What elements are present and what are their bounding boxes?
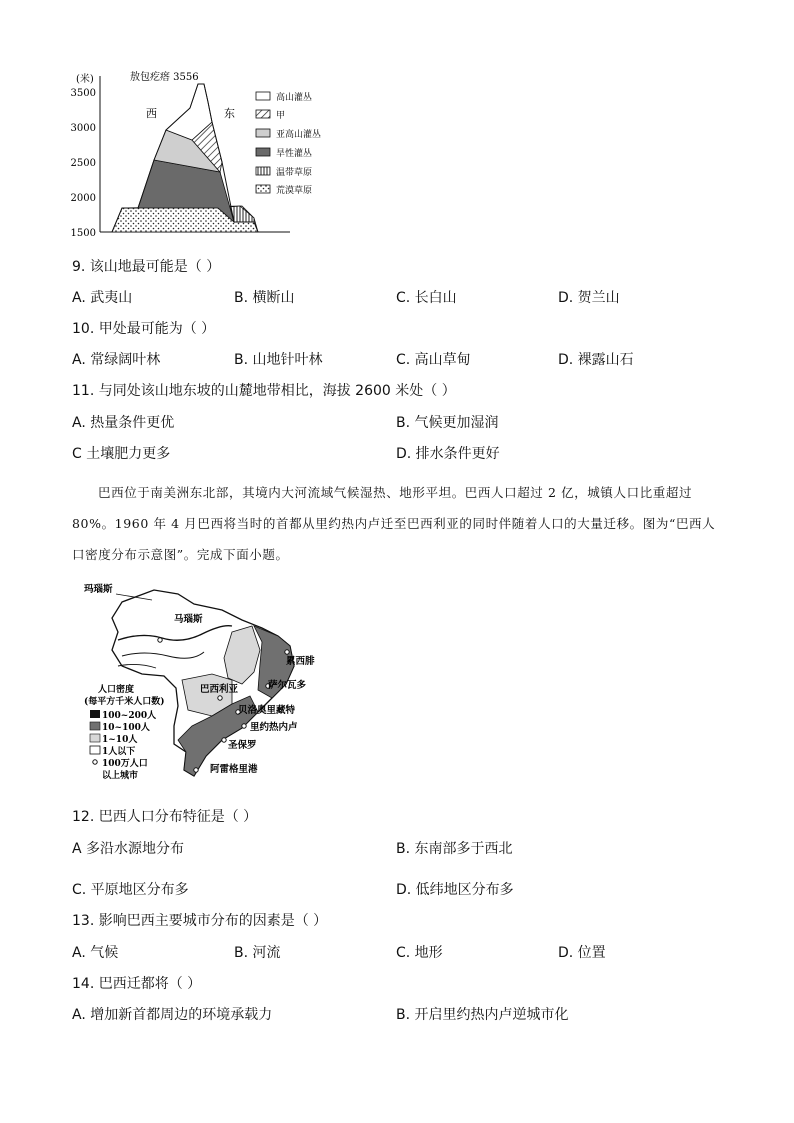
legend-label: 旱性灌丛 bbox=[276, 149, 313, 159]
question-9-stem: 9. 该山地最可能是（ ） bbox=[72, 259, 221, 275]
q12-option-c[interactable]: C. 平原地区分布多 bbox=[72, 882, 189, 898]
q10-option-c[interactable]: C. 高山草甸 bbox=[396, 352, 471, 368]
q12-option-b[interactable]: B. 东南部多于西北 bbox=[396, 841, 513, 857]
y-tick: 3500 bbox=[70, 88, 96, 99]
y-tick-labels bbox=[71, 88, 96, 239]
legend-label: 亚高山灌丛 bbox=[276, 130, 322, 140]
question-10-stem: 10. 甲处最可能为（ ） bbox=[72, 321, 216, 337]
question-14-stem: 14. 巴西迁都将（ ） bbox=[72, 976, 202, 992]
q9-option-d[interactable]: D. 贺兰山 bbox=[558, 290, 620, 306]
peak-label: 敖包疙瘩 3556 bbox=[130, 72, 199, 83]
city-label: 里约热内卢 bbox=[250, 722, 298, 733]
city-dot bbox=[194, 768, 198, 772]
legend-title: 人口密度 bbox=[98, 685, 135, 695]
city-label: 萨尔瓦多 bbox=[268, 680, 307, 691]
q11-option-d[interactable]: D. 排水条件更好 bbox=[396, 446, 500, 462]
y-unit: (米) bbox=[76, 74, 94, 85]
y-tick: 1500 bbox=[70, 228, 96, 239]
city-label: 阿雷格里港 bbox=[210, 764, 258, 775]
q10-option-a[interactable]: A. 常绿阔叶林 bbox=[72, 352, 161, 368]
q10-option-d[interactable]: D. 裸露山石 bbox=[558, 352, 634, 368]
city-label: 贝洛奥里藏特 bbox=[238, 705, 296, 716]
legend-city-note: 以上城市 bbox=[102, 771, 139, 781]
city-dot bbox=[222, 738, 226, 742]
city-dot bbox=[218, 696, 222, 700]
q13-option-a[interactable]: A. 气候 bbox=[72, 945, 119, 961]
legend-label: 100~200人 bbox=[102, 711, 157, 721]
q9-option-b[interactable]: B. 横断山 bbox=[234, 290, 295, 306]
legend-label: 10~100人 bbox=[102, 723, 150, 733]
city-dot bbox=[285, 650, 289, 654]
question-12-stem: 12. 巴西人口分布特征是（ ） bbox=[72, 809, 258, 825]
map-legend bbox=[84, 683, 165, 781]
city-label: 圣保罗 bbox=[228, 740, 257, 751]
question-11-stem: 11. 与同处该山地东坡的山麓地带相比，海拔 2600 米处（ ） bbox=[72, 383, 456, 399]
legend-subtitle: (每平方千米人口数) bbox=[84, 697, 165, 707]
y-tick: 3000 bbox=[70, 123, 96, 134]
q13-option-d[interactable]: D. 位置 bbox=[558, 945, 606, 961]
q11-option-c[interactable]: C 土壤肥力更多 bbox=[72, 446, 171, 462]
legend-label: 荒漠草原 bbox=[276, 186, 313, 196]
q11-option-a[interactable]: A. 热量条件更优 bbox=[72, 415, 175, 431]
q12-option-d[interactable]: D. 低纬地区分布多 bbox=[396, 882, 514, 898]
q14-option-a[interactable]: A. 增加新首都周边的环境承载力 bbox=[72, 1007, 273, 1023]
y-tick: 2500 bbox=[70, 158, 96, 169]
city-label: 马瑙斯 bbox=[174, 614, 203, 625]
question-13-stem: 13. 影响巴西主要城市分布的因素是（ ） bbox=[72, 913, 328, 929]
passage-text bbox=[72, 477, 722, 570]
legend-label: 温带草原 bbox=[276, 168, 313, 178]
east-label: 东 bbox=[224, 107, 235, 120]
legend-label: 甲 bbox=[276, 111, 286, 121]
y-tick: 2000 bbox=[70, 193, 96, 204]
q11-option-b[interactable]: B. 气候更加湿润 bbox=[396, 415, 499, 431]
q10-option-b[interactable]: B. 山地针叶林 bbox=[234, 352, 323, 368]
west-label: 西 bbox=[146, 107, 157, 120]
passage-body: 巴西位于南美洲东北部，其境内大河流域气候湿热、地形平坦。巴西人口超过 2 亿，城镇人口比重超过 80%。1960 年 4 月巴西将当时的首都从里约热内卢迁至巴西利亚的同时伴随着人口的大量迁移。图为“巴西人口密度分布示意图”。完成下面小题。 bbox=[72, 485, 716, 562]
q12-option-a[interactable]: A 多沿水源地分布 bbox=[72, 841, 185, 857]
q14-option-b[interactable]: B. 开启里约热内卢逆城市化 bbox=[396, 1007, 569, 1023]
mountain-vegetation-chart bbox=[62, 62, 362, 240]
legend-label: 1~10人 bbox=[102, 735, 138, 745]
chart-legend bbox=[256, 91, 321, 196]
city-label: 累西腓 bbox=[286, 656, 315, 667]
city-dot bbox=[242, 724, 246, 728]
city-label: 玛瑙斯 bbox=[84, 584, 113, 595]
q13-option-b[interactable]: B. 河流 bbox=[234, 945, 281, 961]
q9-option-c[interactable]: C. 长白山 bbox=[396, 290, 457, 306]
legend-city-note: 100万人口 bbox=[102, 759, 148, 769]
legend-label: 高山灌丛 bbox=[276, 93, 313, 103]
q9-option-a[interactable]: A. 武夷山 bbox=[72, 290, 133, 306]
city-label: 巴西利亚 bbox=[200, 684, 239, 695]
brazil-population-map bbox=[82, 580, 332, 790]
city-dot bbox=[158, 638, 162, 642]
q13-option-c[interactable]: C. 地形 bbox=[396, 945, 443, 961]
legend-label: 1人以下 bbox=[102, 747, 136, 757]
